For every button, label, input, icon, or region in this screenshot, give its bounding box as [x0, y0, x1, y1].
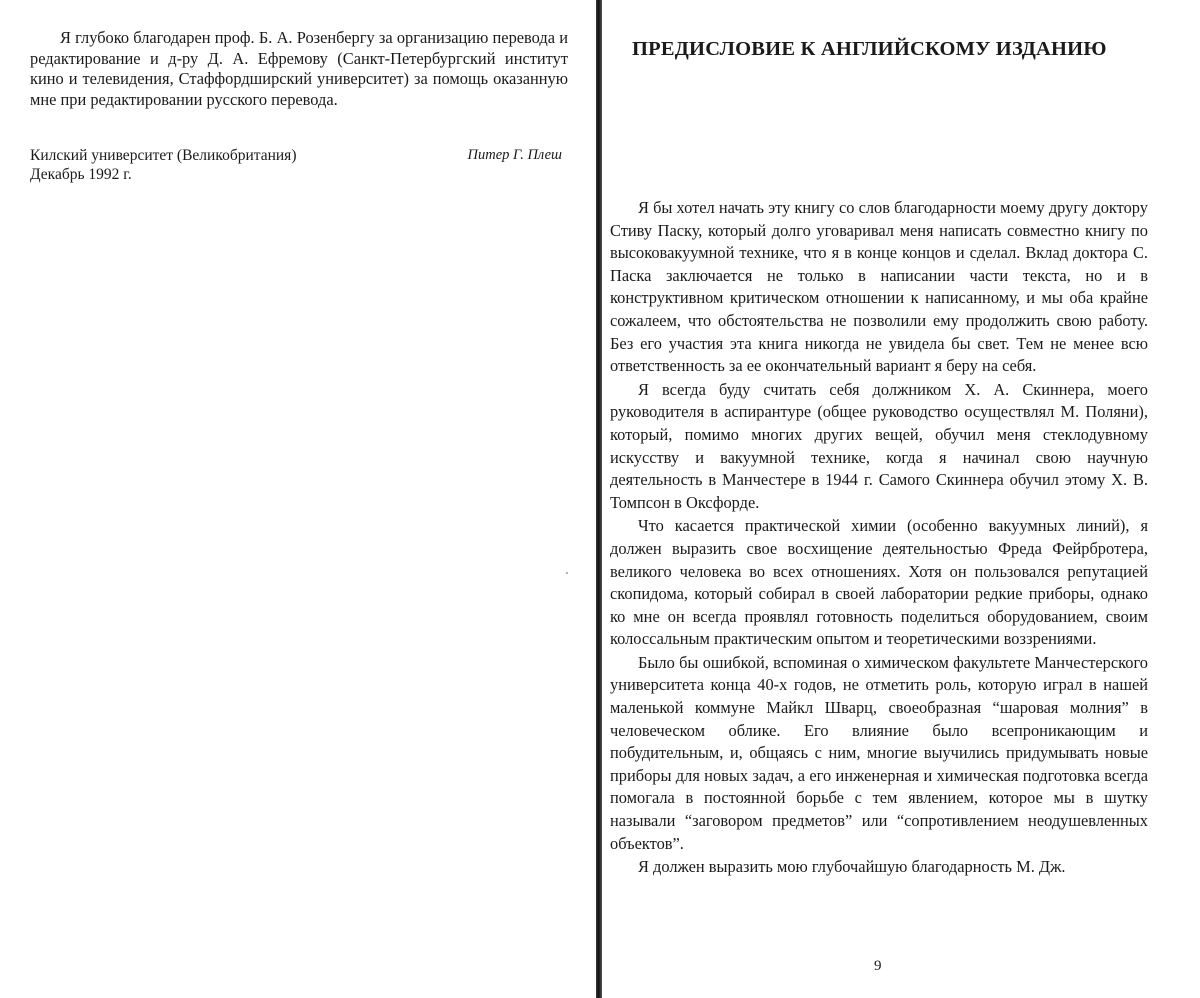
- place-line: Килский университет (Великобритания): [30, 146, 350, 165]
- book-spread: [0, 0, 1200, 998]
- preface-body: [610, 197, 1148, 880]
- preface-paragraph-3: Что касается практической химии (особенно вакуумных линий), я должен выразить свое восхищение деятельностью Фреда Фейрбротера, великого человека во всех отношениях. Хотя он пользовался репутацией скопидома, который собирал в своей лаборатории редкие приборы, однако ко мне он всегда проявлял готовность поделиться оборудованием, своим колоссальным практическим опытом и теоретическими воззрениями.: [610, 515, 1148, 651]
- left-page: [0, 0, 596, 998]
- scan-speck: [566, 572, 568, 574]
- preface-paragraph-2: Я всегда буду считать себя должником Х. А. Скиннера, моего руководителя в аспирантуре (общее руководство осуществлял М. Поляни), который, помимо многих других вещей, обучил меня стеклодувному искусству и вакуумной технике, когда я начинал свою научную деятельность в Манчестере в 1944 г. Самого Скиннера обучил этому Х. В. Томпсон в Оксфорде.: [610, 379, 1148, 515]
- acknowledgment-paragraph: Я глубоко благодарен проф. Б. А. Розенбергу за организацию перевода и редактирование и д-ру Д. А. Ефремову (Санкт-Петербургский институт кино и телевидения, Стаффордширский университет) за помощь оказанную мне при редактировании русского перевода.: [30, 28, 568, 110]
- preface-paragraph-4: Было бы ошибкой, вспоминая о химическом факультете Манчестерского университета конца 40-х годов, не отметить роль, которую играл в нашей маленькой коммуне Майкл Шварц, своеобразная “шаровая молния” в человеческом облике. Его влияние было всепроникающим и побудительным, и, общаясь с ним, многие выучились придумывать новые приборы для новых задач, а его инженерная и химическая подготовка всегда помогала в постоянной борьбе с тем явлением, которое мы в шутку называли “заговором предметов” или “сопротивлением неодушевленных объектов”.: [610, 652, 1148, 855]
- page-number: 9: [874, 958, 882, 975]
- signature-block: [30, 146, 568, 190]
- place-and-date: [30, 146, 350, 184]
- preface-paragraph-5: Я должен выразить мою глубочайшую благодарность М. Дж.: [610, 856, 1148, 879]
- date-line: Декабрь 1992 г.: [30, 165, 350, 184]
- page-title: ПРЕДИСЛОВИЕ К АНГЛИЙСКОМУ ИЗДАНИЮ: [632, 38, 1172, 61]
- right-page: [602, 0, 1200, 998]
- author-signature: Питер Г. Плеш: [468, 146, 562, 165]
- preface-paragraph-1: Я бы хотел начать эту книгу со слов благодарности моему другу доктору Стиву Паску, который долго уговаривал меня написать совместно книгу по высоковакуумной технике, что я в конце концов и сделал. Вклад доктора С. Паска заключается не только в написании части текста, но и в конструктивном критическом отношении к написанному, и мы оба крайне сожалеем, что обстоятельства не позволили ему продолжить свою работу. Без его участия эта книга никогда не увидела бы свет. Тем не менее всю ответственность за ее окончательный вариант я беру на себя.: [610, 197, 1148, 378]
